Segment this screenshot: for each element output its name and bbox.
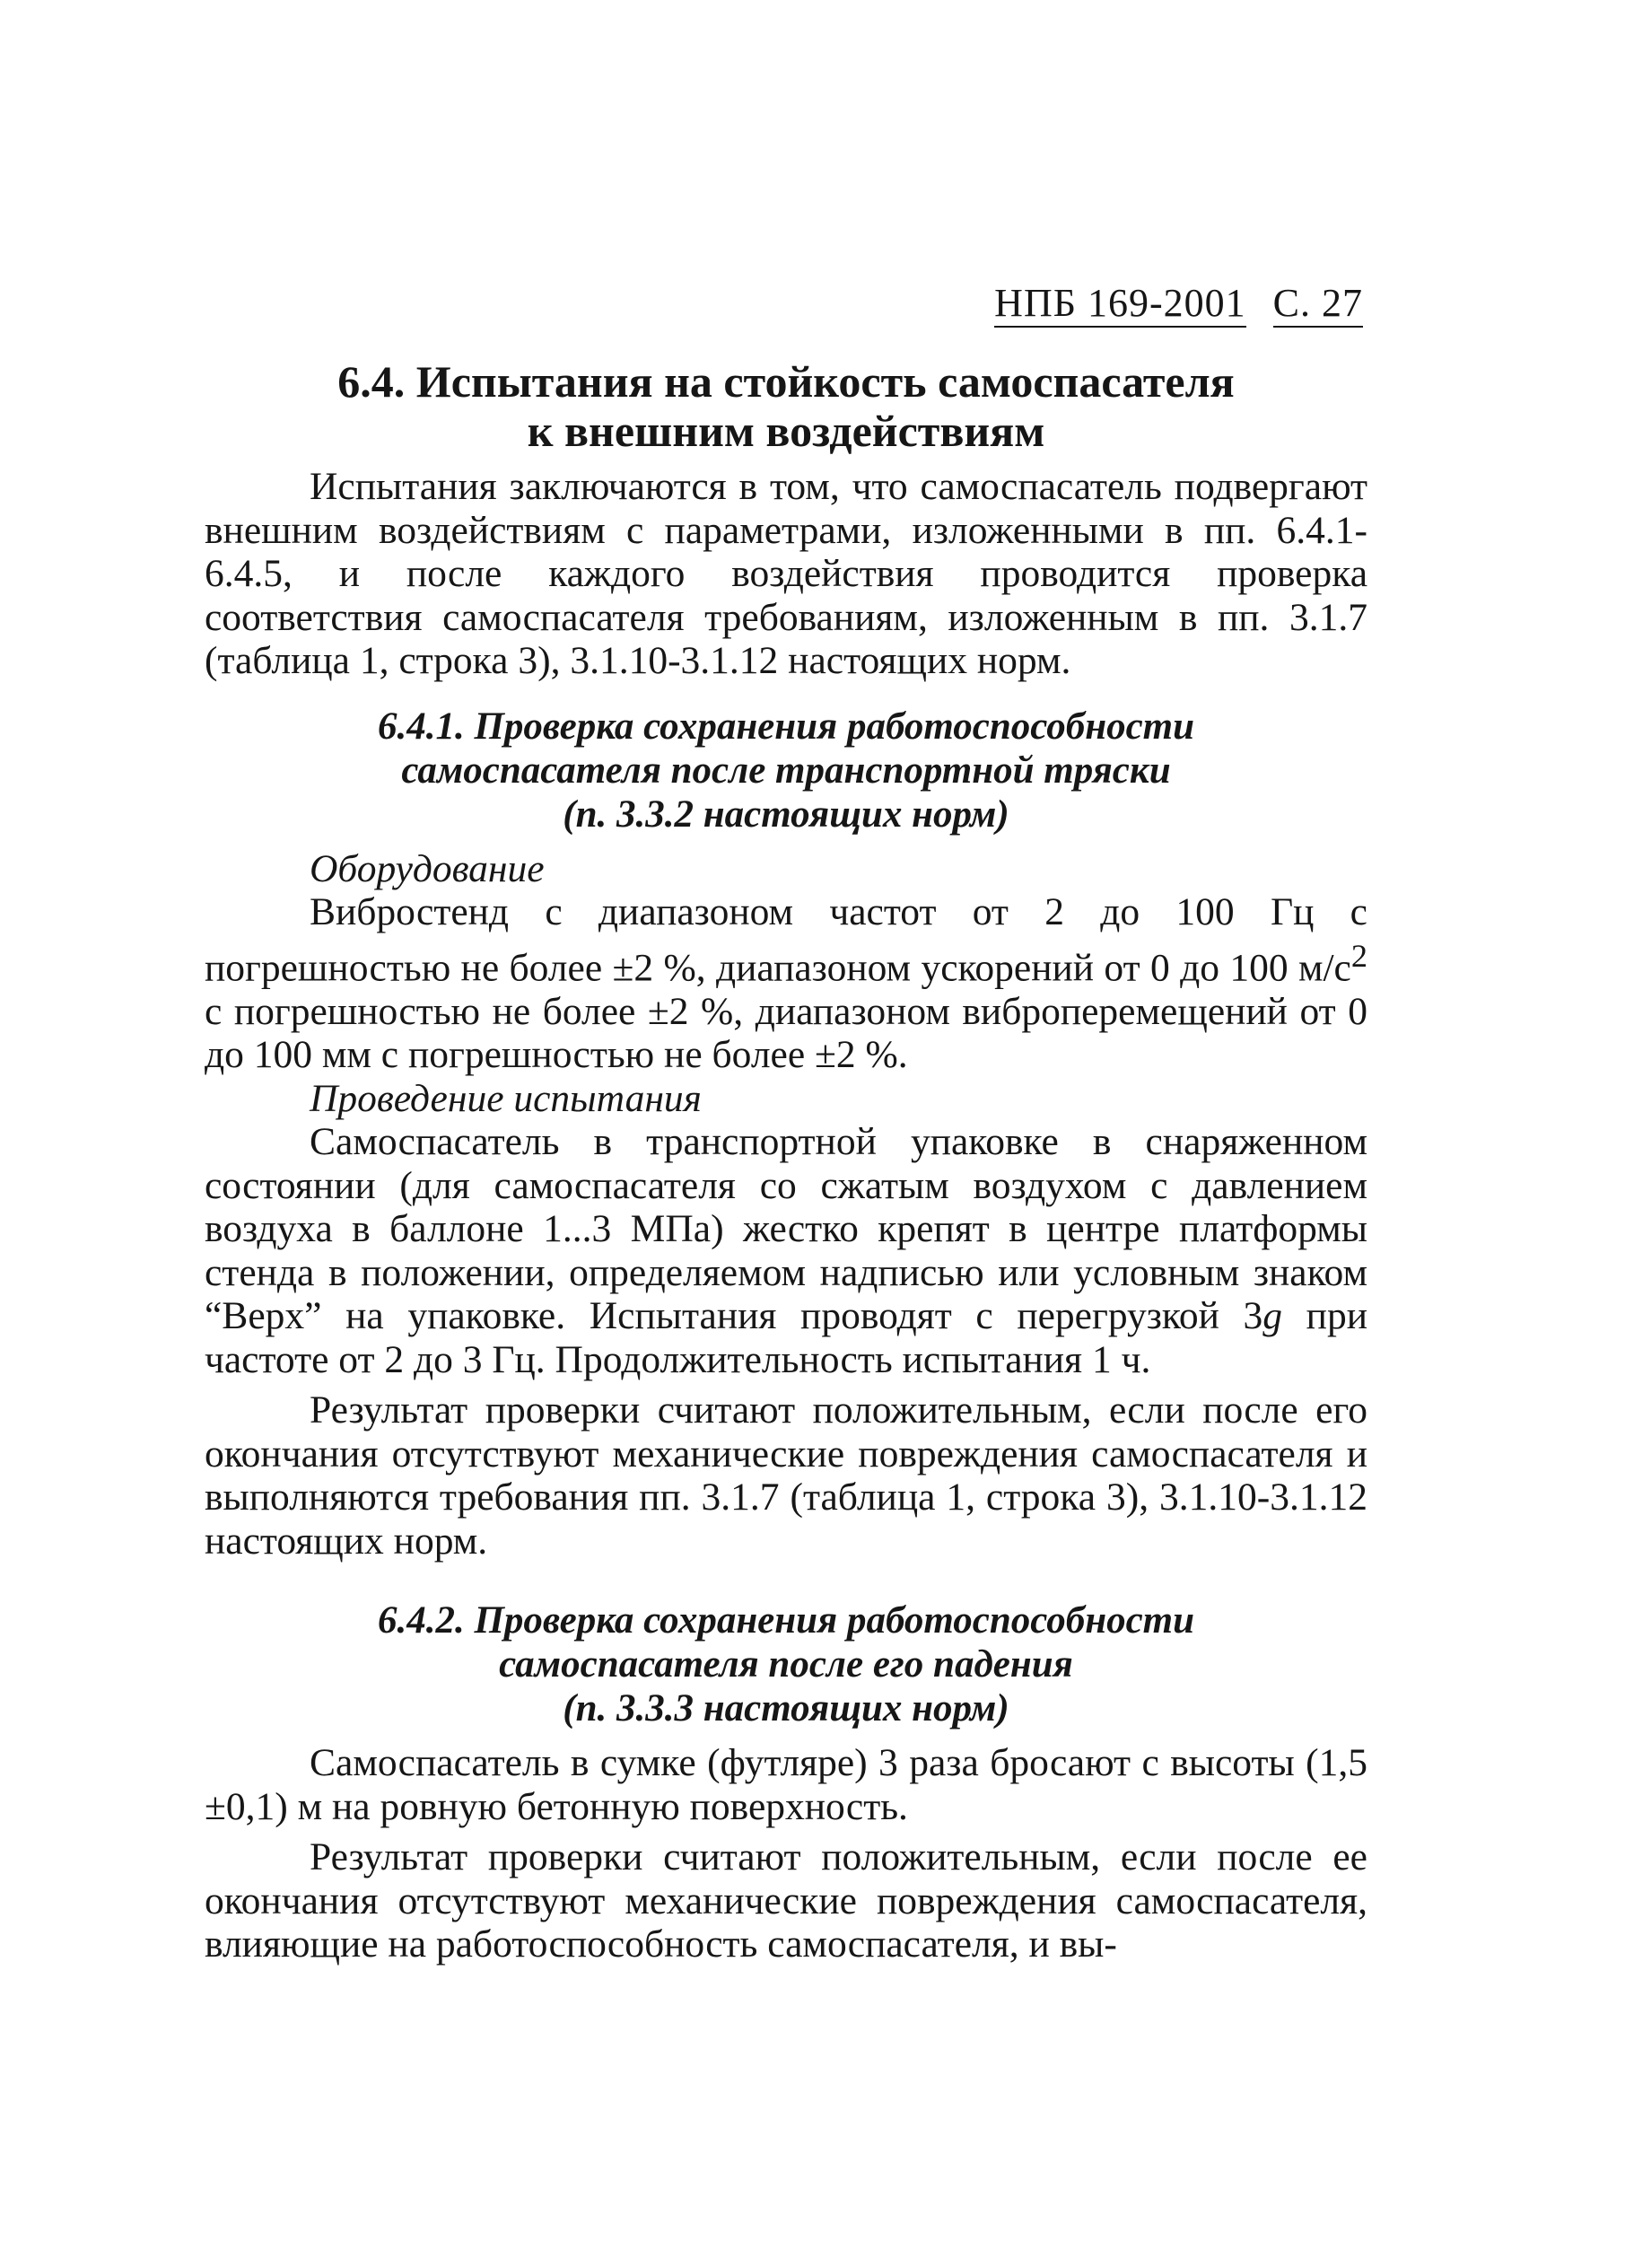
section-6-4-2-heading xyxy=(205,1598,1367,1730)
superscript: 2 xyxy=(1350,937,1367,974)
procedure-paragraph xyxy=(205,1120,1367,1381)
equipment-text: Вибростенд с диапазоном частот от 2 до 100 Гц с погрешностью не более ±2 %, диапазоном ускорений от 0 до 100 м/с xyxy=(205,890,1367,989)
result-paragraph: Результат проверки считают положительным, если после ее окончания отсутствуют механические повреждения самоспасателя, влияющие на работоспособность самоспасателя, и вы- xyxy=(205,1835,1367,1966)
section-6-4-2 xyxy=(205,1598,1367,1966)
section-6-4-heading xyxy=(205,357,1367,456)
section-6-4-1-heading xyxy=(205,705,1367,836)
heading-line: самоспасателя после транспортной тряски xyxy=(401,749,1171,792)
page-content xyxy=(205,357,1367,1966)
running-header xyxy=(994,281,1363,328)
procedure-text: при частоте от 2 до 3 Гц. Продолжительность испытания 1 ч. xyxy=(205,1294,1367,1381)
heading-line: 6.4.2. Проверка сохранения работоспособности xyxy=(377,1599,1195,1642)
equipment-paragraph xyxy=(205,890,1367,1077)
section-6-4-paragraph: Испытания заключаются в том, что самоспасатель подвергают внешним воздействиям с параметрами, изложенными в пп. 6.4.1-6.4.5, и после каждого воздействия проводится проверка соответствия самоспасателя требованиям, изложенным в пп. 3.1.7 (таблица 1, строка 3), 3.1.10-3.1.12 настоящих норм. xyxy=(205,465,1367,682)
equipment-text: с погрешностью не более ±2 %, диапазоном виброперемещений от 0 до 100 мм с погрешностью не более ±2 %. xyxy=(205,989,1367,1076)
procedure-text: Самоспасатель в транспортной упаковке в снаряженном состоянии (для самоспасателя со сжатым воздухом с давлением воздуха в баллоне 1...3 МПа) жестко крепят в центре платформы стенда в положении, определяемом надписью или условным знаком “Верх” на упаковке. Испытания проводят с перегрузкой 3 xyxy=(205,1120,1367,1337)
document-code: НПБ 169-2001 xyxy=(994,284,1245,328)
procedure-label: Проведение испытания xyxy=(310,1076,702,1120)
section-6-4 xyxy=(205,357,1367,683)
heading-line: (п. 3.3.2 настоящих норм) xyxy=(563,792,1009,836)
drop-paragraph: Самоспасатель в сумке (футляре) 3 раза бросают с высоты (1,5 ±0,1) м на ровную бетонную поверхность. xyxy=(205,1741,1367,1828)
result-paragraph: Результат проверки считают положительным, если после его окончания отсутствуют механические повреждения самоспасателя и выполняются требования пп. 3.1.7 (таблица 1, строка 3), 3.1.10-3.1.12 настоящих норм. xyxy=(205,1388,1367,1563)
heading-line: (п. 3.3.3 настоящих норм) xyxy=(563,1687,1009,1729)
gravity-symbol: g xyxy=(1262,1294,1283,1337)
heading-line: 6.4. Испытания на стойкость самоспасателя xyxy=(337,356,1235,407)
section-6-4-1 xyxy=(205,705,1367,1563)
equipment-label: Оборудование xyxy=(310,846,545,890)
heading-line: 6.4.1. Проверка сохранения работоспособности xyxy=(377,705,1195,748)
page-number: С. 27 xyxy=(1273,284,1363,328)
heading-line: самоспасателя после его падения xyxy=(499,1643,1073,1686)
heading-line: к внешним воздействиям xyxy=(527,406,1045,456)
